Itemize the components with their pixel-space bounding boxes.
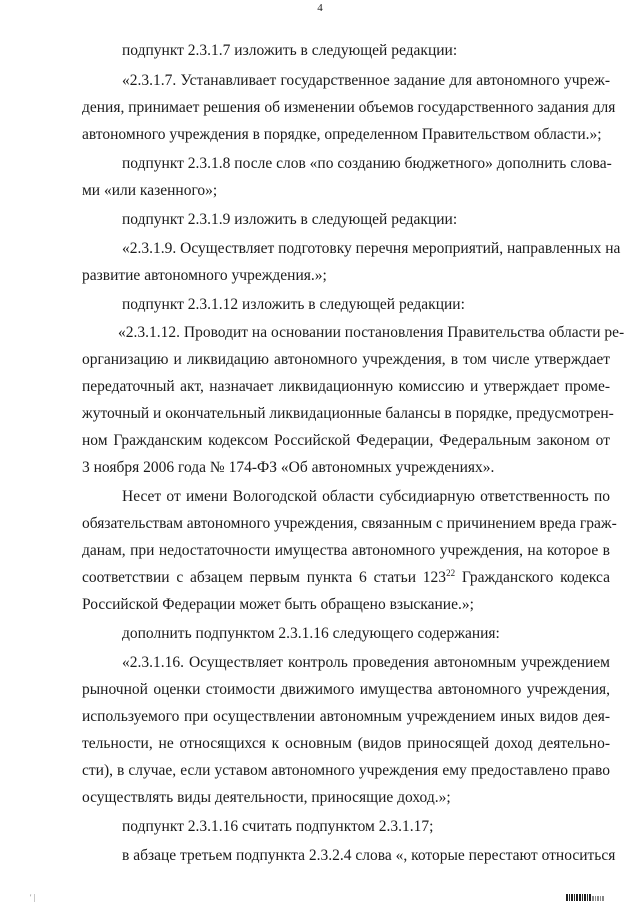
text-line: жуточный и окончательный ликвидационные балансы в порядке, предусмотрен- xyxy=(82,405,614,422)
text-line: 3 ноября 2006 года № 174-ФЗ «Об автономных учреждениях». xyxy=(82,459,495,476)
text-line: рыночной оценки стоимости движимого имущества автономного учреждения, xyxy=(82,681,610,698)
text-line xyxy=(82,569,610,587)
barcode-icon xyxy=(566,894,604,901)
text-line: тельности, не относящихся к основным (видов приносящей доход деятельно- xyxy=(82,735,610,752)
text-line: ном Гражданским кодексом Российской Федерации, Федеральным законом от xyxy=(82,432,610,449)
text-line: дения, принимает решения об изменении объемов государственного задания для xyxy=(82,99,616,116)
text-fragment: Гражданского кодекса xyxy=(455,569,610,586)
text-line: «2.3.1.16. Осуществляет контроль проведения автономным учреждением xyxy=(122,654,610,671)
text-line: обязательствам автономного учреждения, связанным с причинением вреда граж- xyxy=(82,515,617,532)
text-fragment: соответствии с абзацем первым пункта 6 статьи 123 xyxy=(82,569,447,586)
text-line: подпункт 2.3.1.9 изложить в следующей редакции: xyxy=(122,211,458,228)
text-line: используемого при осуществлении автономным учреждением иных видов дея- xyxy=(82,708,610,725)
text-line: Российской Федерации может быть обращено взыскание.»; xyxy=(82,596,474,613)
text-line: «2.3.1.12. Проводит на основании постановления Правительства области ре- xyxy=(118,324,625,341)
text-line: развитие автономного учреждения.»; xyxy=(82,267,327,284)
text-line: передаточный акт, назначает ликвидационную комиссию и утверждает проме- xyxy=(82,378,610,395)
text-line: осуществлять виды деятельности, приносящие доход.»; xyxy=(82,789,451,806)
text-line: подпункт 2.3.1.12 изложить в следующей редакции: xyxy=(122,296,465,313)
page-number: 4 xyxy=(317,2,323,14)
text-line: подпункт 2.3.1.7 изложить в следующей редакции: xyxy=(122,42,458,59)
text-line: автономного учреждения в порядке, определенном Правительством области.»; xyxy=(82,126,602,143)
text-line: Несет от имени Вологодской области субсидиарную ответственность по xyxy=(122,488,610,505)
superscript: 22 xyxy=(446,568,456,578)
text-line: дополнить подпунктом 2.3.1.16 следующего содержания: xyxy=(122,625,500,642)
text-line: «2.3.1.9. Осуществляет подготовку перечня мероприятий, направленных на xyxy=(122,240,621,257)
text-line: данам, при недостаточности имущества автономного учреждения, на которое в xyxy=(82,542,610,559)
text-line: ми «или казенного»; xyxy=(82,182,218,199)
scan-margin-mark: ' | xyxy=(30,893,36,902)
text-line: в абзаце третьем подпункта 2.3.2.4 слова «, которые перестают относиться xyxy=(122,847,616,864)
text-line: организацию и ликвидацию автономного учреждения, в том числе утверждает xyxy=(82,351,610,368)
text-line: подпункт 2.3.1.16 считать подпунктом 2.3.1.17; xyxy=(122,818,434,835)
text-line: подпункт 2.3.1.8 после слов «по созданию бюджетного» дополнить слова- xyxy=(122,155,612,172)
text-line: «2.3.1.7. Устанавливает государственное задание для автономного учреж- xyxy=(122,72,610,89)
text-line: сти), в случае, если уставом автономного учреждения ему предоставлено право xyxy=(82,762,610,779)
